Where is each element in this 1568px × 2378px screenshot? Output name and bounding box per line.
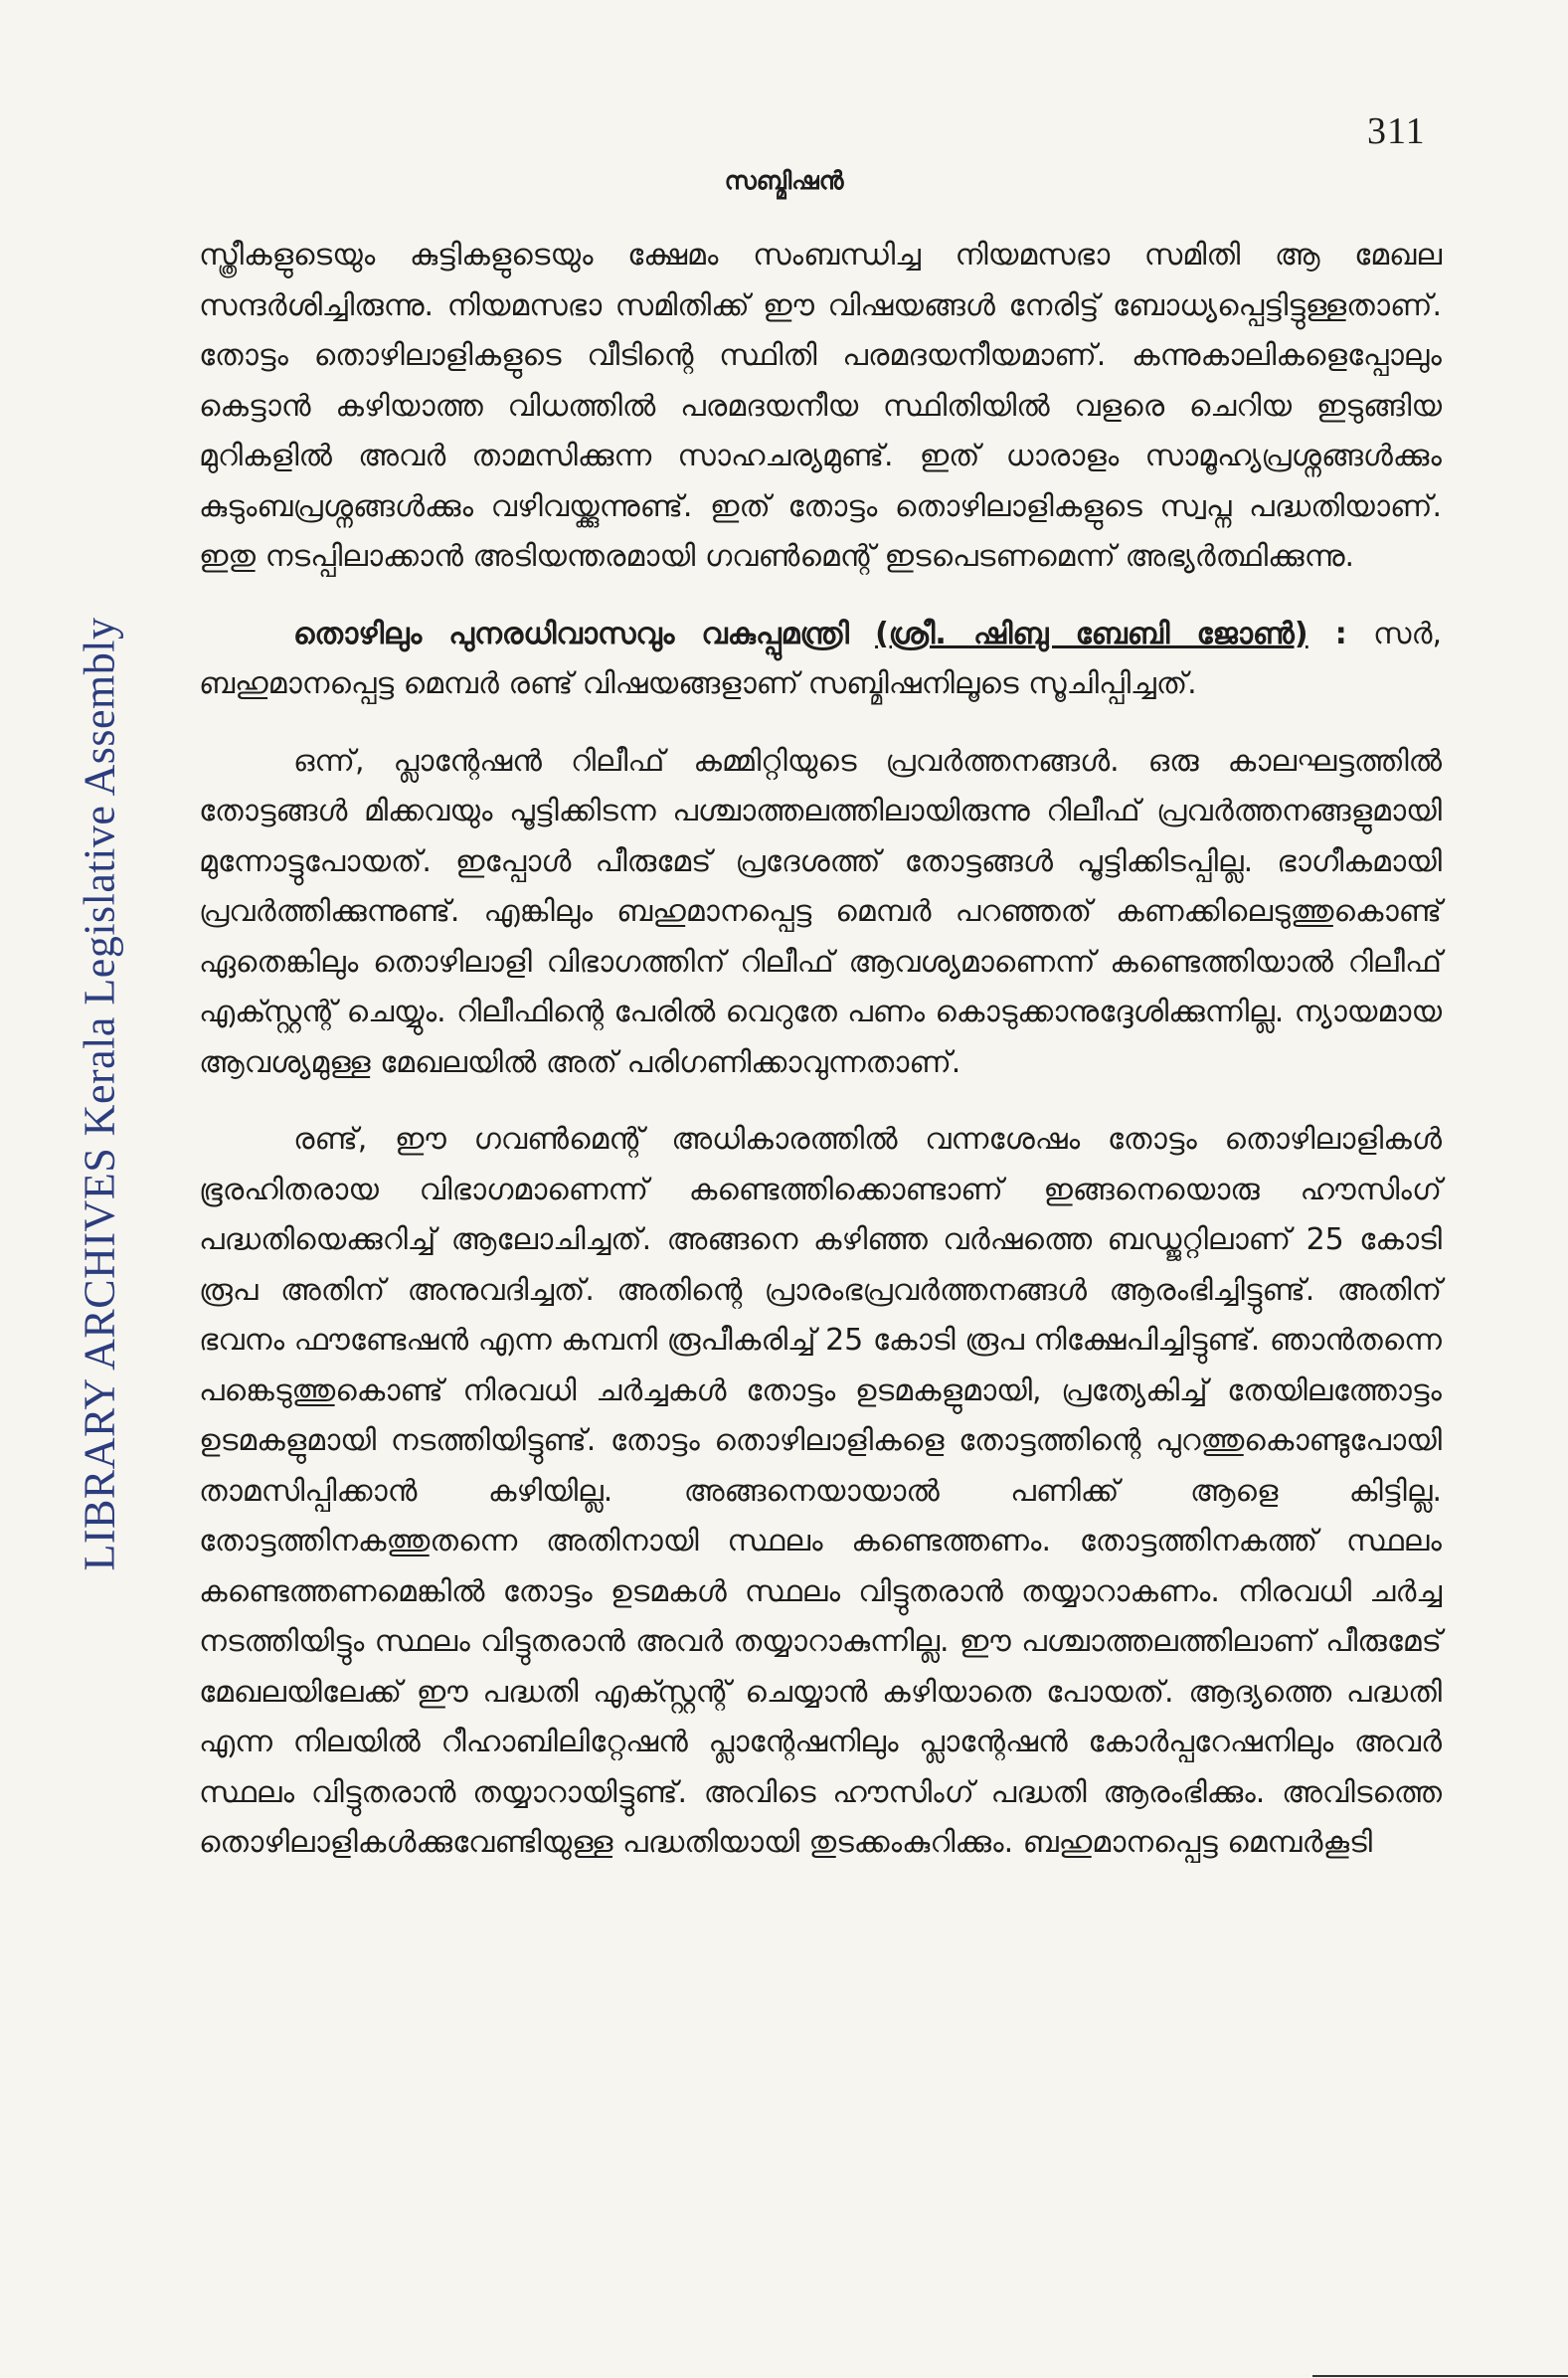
- paragraph-3: ഒന്ന്, പ്ലാന്റേഷൻ റിലീഫ് കമ്മിറ്റിയുടെ പ്രവർത്തനങ്ങൾ. ഒരു കാലഘട്ടത്തിൽ തോട്ടങ്ങൾ മിക്കവയും പൂട്ടിക്കിടന്ന പശ്ചാത്തലത്തിലായിരുന്നു റിലീഫ് പ്രവർത്തനങ്ങളുമായി മുന്നോട്ടുപോയത്. ഇപ്പോൾ പീരുമേട് പ്രദേശത്ത് തോട്ടങ്ങൾ പൂട്ടിക്കിടപ്പില്ല. ഭാഗീകമായി പ്രവർത്തിക്കുന്നുണ്ട്. എങ്കിലും ബഹുമാനപ്പെട്ട മെമ്പർ പറഞ്ഞത് കണക്കിലെടുത്തുകൊണ്ട് ഏതെങ്കിലും തൊഴിലാളി വിഭാഗത്തിന് റിലീഫ് ആവശ്യമാണെന്ന് കണ്ടെത്തിയാൽ റിലീഫ് എക്സ്റ്റന്റ് ചെയ്യും. റിലീഫിന്റെ പേരിൽ വെറുതേ പണം കൊടുക്കാനുദ്ദേശിക്കുന്നില്ല. ന്യായമായ ആവശ്യമുള്ള മേഖലയിൽ അത് പരിഗണിക്കാവുന്നതാണ്.: [199, 743, 1442, 1080]
- paragraph-4: രണ്ട്, ഈ ഗവൺമെന്റ് അധികാരത്തിൽ വന്നശേഷം തോട്ടം തൊഴിലാളികൾ ഭൂരഹിതരായ വിഭാഗമാണെന്ന് കണ്ടെത്തിക്കൊണ്ടാണ് ഇങ്ങനെയൊരു ഹൗസിംഗ് പദ്ധതിയെക്കുറിച്ച് ആലോചിച്ചത്. അങ്ങനെ കഴിഞ്ഞ വർഷത്തെ ബഡ്ജറ്റിലാണ് 25 കോടി രൂപ അതിന് അനുവദിച്ചത്. അതിന്റെ പ്രാരംഭപ്രവർത്തനങ്ങൾ ആരംഭിച്ചിട്ടുണ്ട്. അതിന് ഭവനം ഫൗണ്ടേഷൻ എന്ന കമ്പനി രൂപീകരിച്ച് 25 കോടി രൂപ നിക്ഷേപിച്ചിട്ടുണ്ട്. ഞാൻതന്നെ പങ്കെടുത്തുകൊണ്ട് നിരവധി ചർച്ചകൾ തോട്ടം ഉടമകളുമായി, പ്രത്യേകിച്ച് തേയിലത്തോട്ടം ഉടമകളുമായി നടത്തിയിട്ടുണ്ട്. തോട്ടം തൊഴിലാളികളെ തോട്ടത്തിന്റെ പുറത്തുകൊണ്ടുപോയി താമസിപ്പിക്കാൻ കഴിയില്ല. അങ്ങനെയായാൽ പണിക്ക് ആളെ കിട്ടില്ല. തോട്ടത്തിനകത്തുതന്നെ അതിനായി സ്ഥലം കണ്ടെത്തണം. തോട്ടത്തിനകത്ത് സ്ഥലം കണ്ടെത്തണമെങ്കിൽ തോട്ടം ഉടമകൾ സ്ഥലം വിട്ടുതരാൻ തയ്യാറാകണം. നിരവധി ചർച്ച നടത്തിയിട്ടും സ്ഥലം വിട്ടുതരാൻ അവർ തയ്യാറാകുന്നില്ല. ഈ പശ്ചാത്തലത്തിലാണ് പീരുമേട് മേഖലയിലേക്ക് ഈ പദ്ധതി എക്സ്റ്റന്റ് ചെയ്യാൻ കഴിയാതെ പോയത്. ആദ്യത്തെ പദ്ധതി എന്ന നിലയിൽ റീഹാബിലിറ്റേഷൻ പ്ലാന്റേഷനിലും പ്ലാന്റേഷൻ കോർപ്പറേഷനിലും അവർ സ്ഥലം വിട്ടുതരാൻ തയ്യാറായിട്ടുണ്ട്. അവിടെ ഹൗസിംഗ് പദ്ധതി ആരംഭിക്കും. അവിടത്തെ തൊഴിലാളികൾക്കുവേണ്ടിയുള്ള പദ്ധതിയായി തുടക്കംകുറിക്കും. ബഹുമാനപ്പെട്ട മെമ്പർകൂടി: [199, 1122, 1442, 1860]
- paragraph-2-text: സർ, ബഹുമാനപ്പെട്ട മെമ്പർ രണ്ട് വിഷയങ്ങളാണ് സബ്മിഷനിലൂടെ സൂചിപ്പിച്ചത്.: [199, 616, 1442, 701]
- speaker-colon: :: [1307, 616, 1347, 651]
- document-body: [199, 231, 1442, 1869]
- speaker-name: (ശ്രീ. ഷിബു ബേബി ജോൺ): [875, 616, 1308, 651]
- page-number: 311: [1367, 110, 1426, 152]
- archive-watermark: LIBRARY ARCHIVES Kerala Legislative Assembly: [75, 617, 124, 1571]
- footer-rule: [1312, 2375, 1568, 2377]
- paragraph-1: സ്ത്രീകളുടെയും കുട്ടികളുടെയും ക്ഷേമം സംബന്ധിച്ച നിയമസഭാ സമിതി ആ മേഖല സന്ദർശിച്ചിരുന്നു. നിയമസഭാ സമിതിക്ക് ഈ വിഷയങ്ങൾ നേരിട്ട് ബോധ്യപ്പെട്ടിട്ടുള്ളതാണ്. തോട്ടം തൊഴിലാളികളുടെ വീടിന്റെ സ്ഥിതി പരമദയനീയമാണ്. കന്നുകാലികളെപ്പോലും കെട്ടാൻ കഴിയാത്ത വിധത്തിൽ പരമദയനീയ സ്ഥിതിയിൽ വളരെ ചെറിയ ഇടുങ്ങിയ മുറികളിൽ അവർ താമസിക്കുന്ന സാഹചര്യമുണ്ട്. ഇത് ധാരാളം സാമൂഹ്യപ്രശ്നങ്ങൾക്കും കുടുംബപ്രശ്നങ്ങൾക്കും വഴിവയ്ക്കുന്നുണ്ട്. ഇത് തോട്ടം തൊഴിലാളികളുടെ സ്വപ്ന പദ്ധതിയാണ്. ഇതു നടപ്പിലാക്കാൻ അടിയന്തരമായി ഗവൺമെന്റ് ഇടപെടണമെന്ന് അഭ്യർത്ഥിക്കുന്നു.: [199, 238, 1442, 574]
- paragraph-2: [199, 610, 1442, 710]
- speaker-title: തൊഴിലും പുനരധിവാസവും വകുപ്പുമന്ത്രി: [293, 616, 849, 651]
- running-title: സബ്മിഷൻ: [724, 166, 844, 195]
